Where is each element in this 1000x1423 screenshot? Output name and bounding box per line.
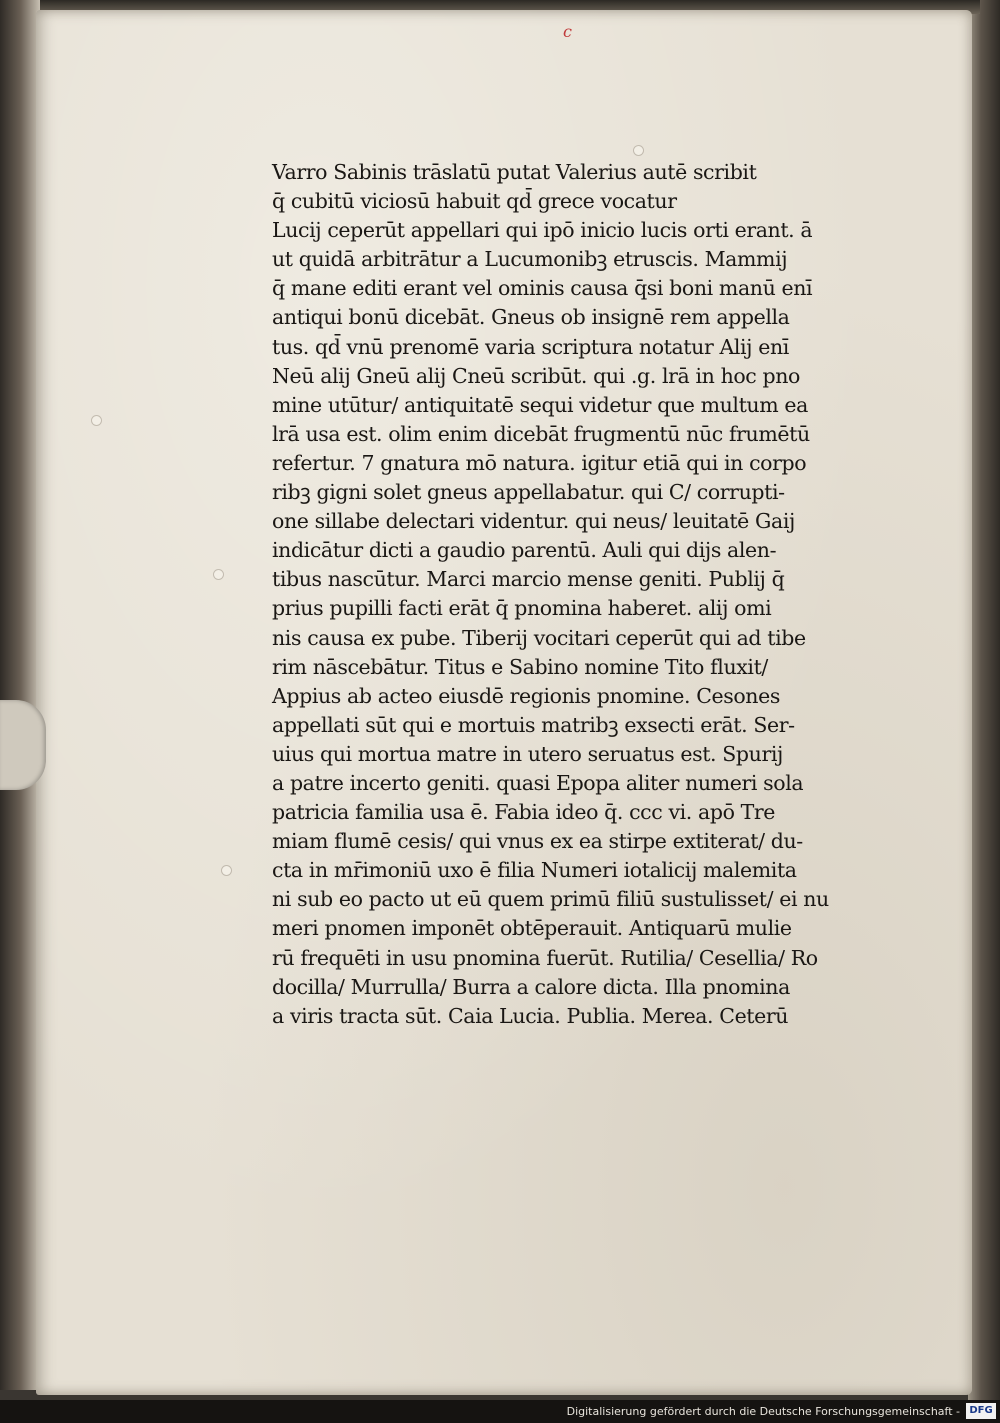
text-line: refertur. 7 gnatura mō natura. igitur etiā qui in corpo (272, 450, 807, 475)
text-line: Neū alij Gneū alij Cneū scribūt. qui .g. lrā in hoc pno (272, 363, 800, 388)
text-line: antiqui bonū dicebāt. Gneus ob insignē rem appella (272, 305, 790, 330)
text-line: patricia familia usa ē. Fabia ideo q̄. ccc vi. apō Tre (272, 800, 776, 825)
text-line: Appius ab acteo eiusdē regionis pnomine. Cesones (272, 683, 780, 708)
text-line: Lucij ceperūt appellari qui ipō inicio lucis orti erant. ā (272, 218, 813, 243)
text-line: docilla/ Murrulla/ Burra a calore dicta. Illa pnomina (272, 974, 790, 999)
wormhole-mark (634, 146, 643, 155)
text-line: appellati sūt qui e mortuis matribꝫ exsecti erāt. Ser- (272, 712, 795, 737)
text-line: meri pnomen imponēt obtēperauit. Antiquarū mulie (272, 916, 792, 941)
text-line: uius qui mortua matre in utero seruatus est. Spurij (272, 741, 783, 766)
wormhole-mark (214, 570, 223, 579)
text-line: ni sub eo pacto ut eū quem primū filiū sustulisset/ ei nu (272, 887, 829, 912)
text-line: cta in mr̄imoniū uxo ē filia Numeri iotalicij malemita (272, 858, 797, 883)
text-line: q̄ cubitū viciosū habuit qd̄ grece vocatur (272, 189, 677, 214)
digitization-footer (0, 1400, 1000, 1423)
footer-credit-text: Digitalisierung gefördert durch die Deutsche Forschungsgemeinschaft - (566, 1405, 960, 1418)
page-clip-tab (0, 700, 46, 790)
text-line: Varro Sabinis trāslatū putat Valerius autē scribit (272, 160, 757, 184)
margin-annotation: c (563, 22, 572, 41)
text-line: a patre incerto geniti. quasi Epopa aliter numeri sola (272, 770, 804, 795)
text-line: tus. qd̄ vnū prenomē varia scriptura notatur Alij enī (272, 334, 789, 359)
printed-text-block (272, 158, 828, 1031)
text-line: tibus nascūtur. Marci marcio mense geniti. Publij q̄ (272, 567, 785, 592)
text-line: miam flumē cesis/ qui vnus ex ea stirpe extiterat/ du- (272, 829, 803, 854)
text-line: ut quidā arbitrātur a Lucumonibꝫ etruscis. Mammij (272, 247, 788, 272)
text-line: nis causa ex pube. Tiberij vocitari ceperūt qui ad tibe (272, 625, 806, 650)
text-line: rim nāscebātur. Titus e Sabino nomine Tito fluxit/ (272, 654, 768, 679)
text-line: q̄ mane editi erant vel ominis causa q̄si boni manū enī (272, 276, 813, 301)
text-line: lrā usa est. olim enim dicebāt frugmentū nūc frumētū (272, 421, 810, 446)
book-edge-right (968, 0, 1000, 1400)
wormhole-mark (92, 416, 101, 425)
text-line: rū frequēti in usu pnomina fuerūt. Rutilia/ Cesellia/ Ro (272, 945, 818, 970)
text-line: prius pupilli facti erāt q̄ pnomina haberet. alij omi (272, 596, 772, 621)
text-line: ribꝫ gigni solet gneus appellabatur. qui C/ corrupti- (272, 480, 785, 505)
dfg-logo: DFG (966, 1403, 996, 1419)
wormhole-mark (222, 866, 231, 875)
text-line: one sillabe delectari videntur. qui neus/ leuitatē Gaij (272, 509, 795, 534)
text-line: a viris tracta sūt. Caia Lucia. Publia. Merea. Ceterū (272, 1003, 789, 1028)
text-line: indicātur dicti a gaudio parentū. Auli qui dijs alen- (272, 538, 777, 563)
text-line: mine utūtur/ antiquitatē sequi videtur que multum ea (272, 392, 808, 417)
